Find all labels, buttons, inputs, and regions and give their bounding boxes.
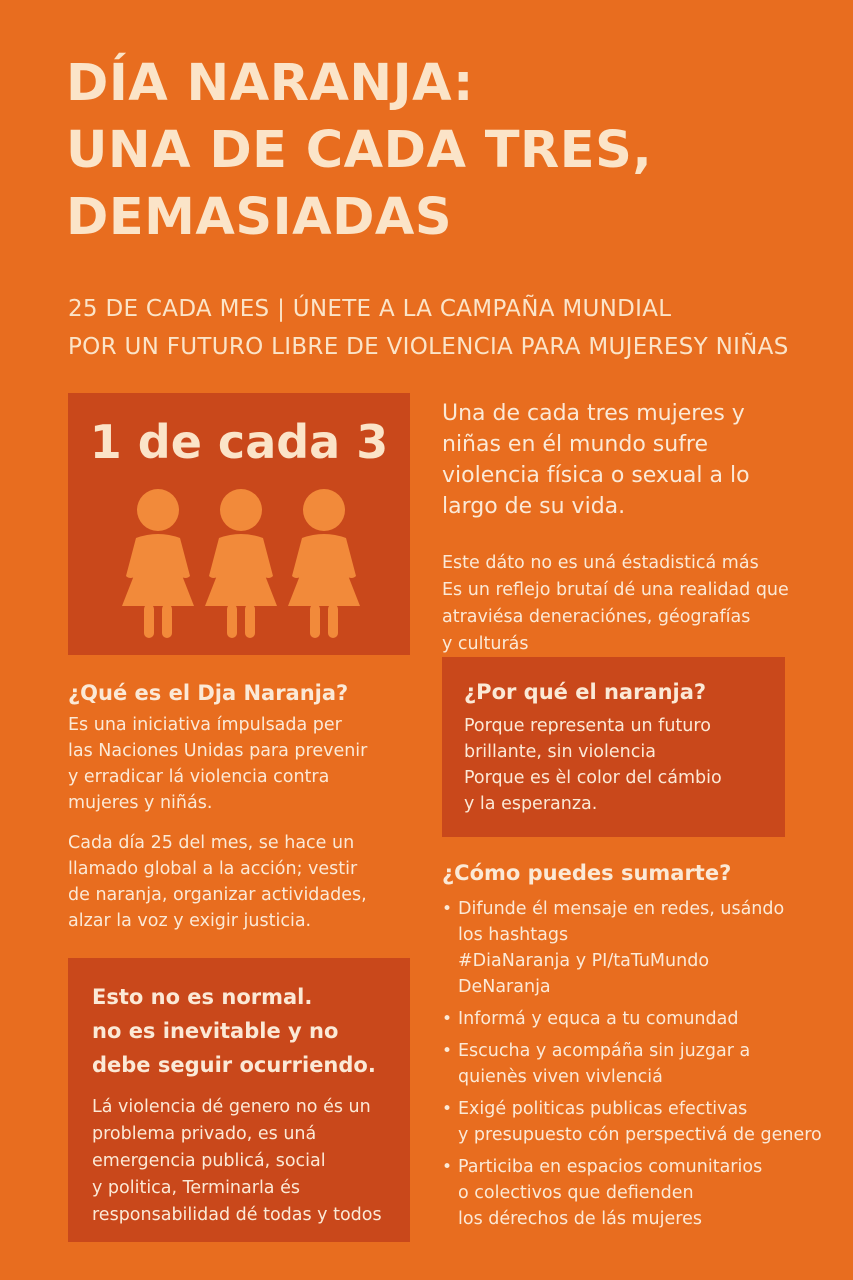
- join-heading: ¿Cómo puedes sumarte?: [442, 861, 732, 885]
- what-line: Cada día 25 del mes, se hace un: [68, 833, 355, 853]
- what-line: y erradicar lá violencia contra: [68, 767, 330, 787]
- list-item: [442, 1154, 842, 1232]
- not-normal-heading-line: debe seguir ocurriendo.: [92, 1053, 376, 1077]
- what-line: las Naciones Unidas para prevenir: [68, 741, 368, 761]
- girl-figure-right: [288, 489, 360, 638]
- bullet-icon: •: [442, 899, 453, 919]
- not-normal-line: responsabilidad dé todas y todos: [92, 1205, 382, 1225]
- bullet-icon: •: [442, 1157, 453, 1177]
- title-line-3: DEMASIADAS: [66, 188, 453, 247]
- not-normal-line: emergencia publicá, social: [92, 1151, 326, 1171]
- page-title: [66, 50, 826, 251]
- what-heading: ¿Qué es el Dja Naranja?: [68, 681, 349, 705]
- not-normal-heading: [92, 980, 402, 1082]
- not-normal-line: y politica, Terminarla és: [92, 1178, 300, 1198]
- bullet-icon: •: [442, 1041, 453, 1061]
- list-item-line: Difunde él mensaje en redes, usándo: [458, 899, 785, 919]
- intro-lead-line: largo de su vida.: [442, 494, 626, 519]
- intro-lead-line: violencia física o sexual a lo: [442, 463, 750, 488]
- list-item-line: #DiaNaranja y PI/taTuMundo: [458, 951, 710, 971]
- what-line: llamado global a la acción; vestir: [68, 859, 358, 879]
- title-line-2: UNA DE CADA TRES,: [66, 121, 653, 180]
- bullet-icon: •: [442, 1009, 453, 1029]
- why-heading: ¿Por qué el naranja?: [464, 680, 707, 704]
- list-item-line: quienès viven vivlenciá: [458, 1067, 663, 1087]
- intro-body-line: Es un reflejo brutaí dé una realidad que: [442, 580, 789, 600]
- intro-body: [442, 550, 842, 658]
- join-list: [442, 896, 842, 1232]
- list-item: [442, 1096, 842, 1148]
- girl-figure-middle: [205, 489, 277, 638]
- list-item-line: Exigé politicas publicas efectivas: [458, 1099, 748, 1119]
- why-body: [464, 713, 774, 817]
- title-line-1: DÍA NARANJA:: [66, 54, 474, 113]
- intro-body-line: y culturás: [442, 634, 529, 654]
- intro-lead: [442, 398, 842, 522]
- not-normal-heading-line: no es inevitable y no: [92, 1019, 339, 1043]
- not-normal-line: Lá violencia dé genero no és un: [92, 1097, 371, 1117]
- list-item-line: DeNaranja: [458, 977, 551, 997]
- not-normal-body: [92, 1094, 402, 1229]
- why-box: [442, 657, 785, 837]
- list-item: [442, 1038, 842, 1090]
- stat-box: [68, 393, 410, 655]
- list-item-line: los dérechos de lás mujeres: [458, 1209, 702, 1229]
- intro-body-line: Este dáto no es uná éstadisticá más: [442, 553, 759, 573]
- what-section: [68, 678, 428, 934]
- intro-section: [442, 398, 842, 658]
- what-line: Es una iniciativa ímpulsada per: [68, 715, 342, 735]
- intro-lead-line: Una de cada tres mujeres y: [442, 401, 745, 426]
- what-paragraph-1: [68, 712, 428, 816]
- join-section: [442, 858, 842, 1238]
- list-item-line: los hashtags: [458, 925, 569, 945]
- girl-figure-left: [122, 489, 194, 638]
- list-item-line: o colectivos que defienden: [458, 1183, 694, 1203]
- list-item-line: y presupuesto cón perspectivá de genero: [458, 1125, 822, 1145]
- list-item-line: Particiba en espacios comunitarios: [458, 1157, 763, 1177]
- list-item: [442, 896, 842, 1000]
- stat-label: 1 de cada 3: [89, 415, 389, 469]
- what-line: mujeres y niñás.: [68, 793, 213, 813]
- subtitle-line-1: 25 DE CADA MES | ÚNETE A LA CAMPAÑA MUNDIAL: [68, 296, 672, 322]
- bullet-icon: •: [442, 1099, 453, 1119]
- what-line: de naranja, organizar actividades,: [68, 885, 367, 905]
- list-item: [442, 1006, 842, 1032]
- not-normal-heading-line: Esto no es normal.: [92, 985, 313, 1009]
- list-item-line: Informá y equca a tu comundad: [458, 1009, 739, 1029]
- what-paragraph-2: [68, 830, 428, 934]
- subtitle-line-2: POR UN FUTURO LIBRE DE VIOLENCIA PARA MUJERESY NIÑAS: [68, 334, 789, 360]
- why-line: brillante, sin violencia: [464, 742, 656, 762]
- why-line: Porque es èl color del cámbio: [464, 768, 722, 788]
- three-girls-icon: [116, 488, 366, 643]
- intro-lead-line: niñas en él mundo sufre: [442, 432, 709, 457]
- why-line: y la esperanza.: [464, 794, 598, 814]
- intro-body-line: atraviésa deneraciónes, géografías: [442, 607, 751, 627]
- why-line: Porque representa un futuro: [464, 716, 711, 736]
- not-normal-box: [68, 958, 410, 1242]
- not-normal-line: problema privado, es uná: [92, 1124, 317, 1144]
- list-item-line: Escucha y acompáña sin juzgar a: [458, 1041, 751, 1061]
- subtitle: [68, 290, 838, 366]
- what-line: alzar la voz y exigir justicia.: [68, 911, 312, 931]
